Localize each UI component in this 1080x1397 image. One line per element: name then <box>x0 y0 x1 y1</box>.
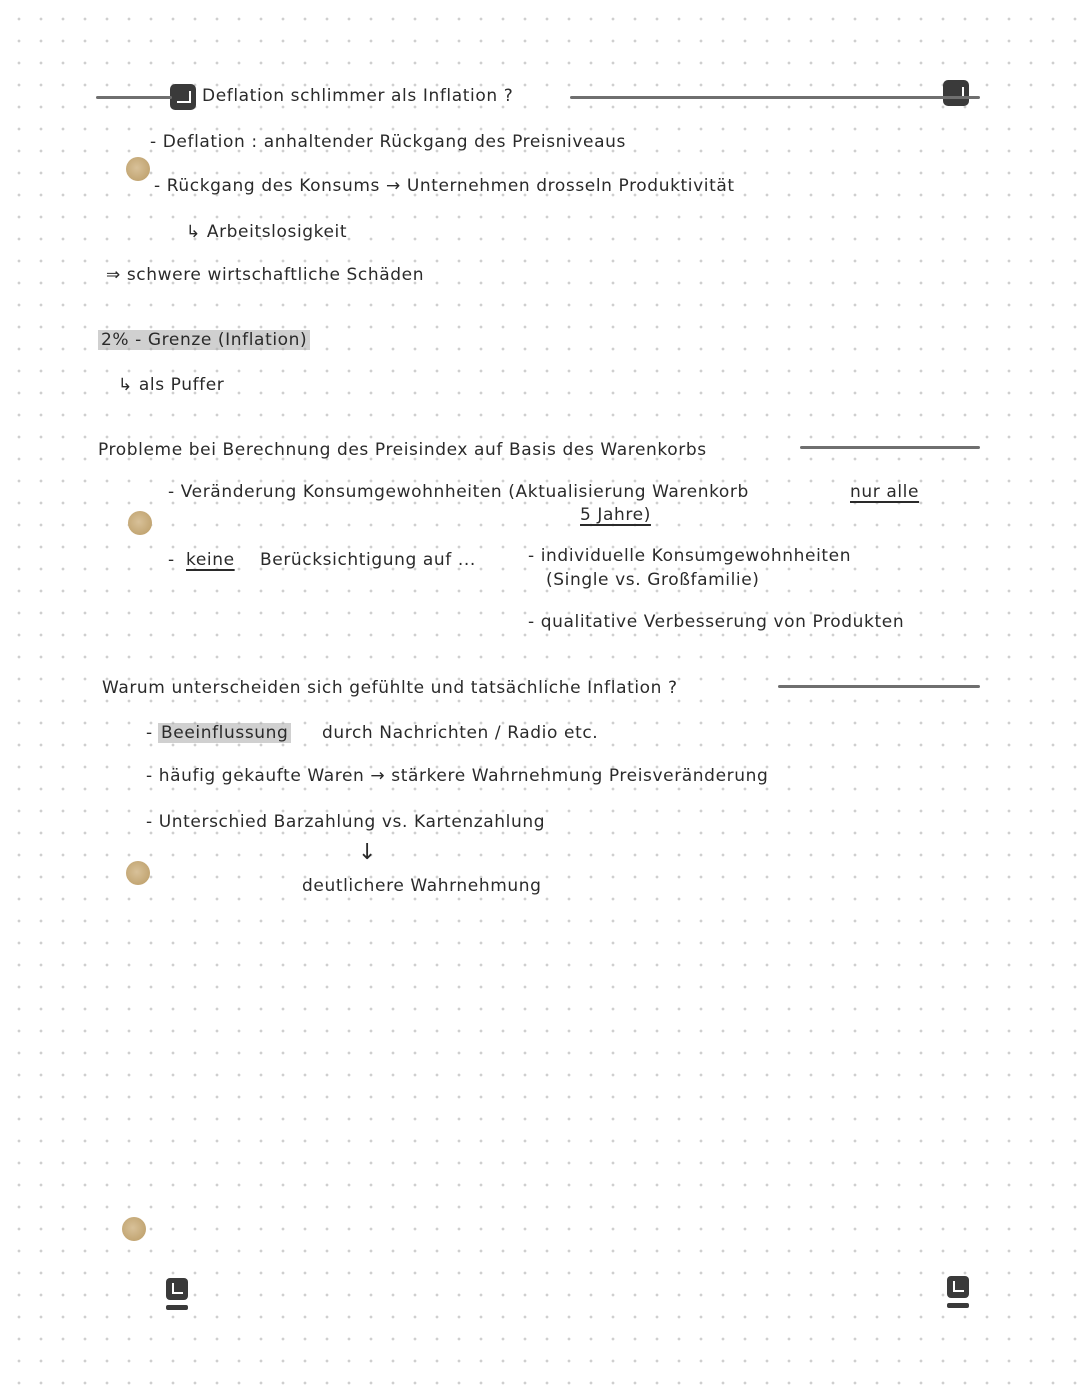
arrow-down-icon: ↓ <box>358 840 378 865</box>
note-dash: - <box>146 723 153 743</box>
corner-marker-bar <box>166 1305 188 1310</box>
heading-rule-right <box>570 96 980 99</box>
section-heading: Warum unterscheiden sich gefühlte und tatsächliche Inflation ? <box>102 678 678 698</box>
corner-marker-icon <box>943 80 969 106</box>
corner-marker-icon <box>166 1278 188 1300</box>
note-line: - Rückgang des Konsums → Unternehmen drosseln Produktivität <box>154 176 735 196</box>
note-line: - individuelle Konsumgewohnheiten <box>528 546 852 566</box>
section-heading: Probleme bei Berechnung des Preisindex auf Basis des Warenkorbs <box>98 440 707 460</box>
section-heading: 2% - Grenze (Inflation) <box>98 330 310 350</box>
note-line: - qualitative Verbesserung von Produkten <box>528 612 905 632</box>
note-underlined: 5 Jahre) <box>580 505 651 525</box>
corner-marker-bar <box>947 1303 969 1308</box>
note-highlighted: Beeinflussung <box>158 723 291 743</box>
note-line: - Unterschied Barzahlung vs. Kartenzahlung <box>146 812 546 832</box>
section-heading: Deflation schlimmer als Inflation ? <box>202 86 514 106</box>
note-line: - häufig gekaufte Waren → stärkere Wahrnehmung Preisveränderung <box>146 766 769 786</box>
note-line: Berücksichtigung auf ... <box>260 550 476 570</box>
corner-marker-icon <box>947 1276 969 1298</box>
note-underlined: keine <box>186 550 235 570</box>
binder-hole <box>128 511 152 535</box>
note-dash: - <box>168 550 175 570</box>
note-line: durch Nachrichten / Radio etc. <box>322 723 599 743</box>
heading-rule-right <box>778 685 980 688</box>
note-line: deutlichere Wahrnehmung <box>302 876 542 896</box>
heading-rule-left <box>96 96 172 99</box>
heading-rule-right <box>800 446 980 449</box>
note-line: - Veränderung Konsumgewohnheiten (Aktualisierung Warenkorb <box>168 482 749 502</box>
note-underlined: nur alle <box>850 482 920 502</box>
note-line: (Single vs. Großfamilie) <box>546 570 760 590</box>
note-line: - Deflation : anhaltender Rückgang des Preisniveaus <box>150 132 626 152</box>
note-line: ⇒ schwere wirtschaftliche Schäden <box>106 265 425 285</box>
binder-hole <box>122 1217 146 1241</box>
note-line: ↳ als Puffer <box>118 375 225 395</box>
note-line: ↳ Arbeitslosigkeit <box>186 222 348 242</box>
binder-hole <box>126 861 150 885</box>
binder-hole <box>126 157 150 181</box>
corner-marker-icon <box>170 84 196 110</box>
